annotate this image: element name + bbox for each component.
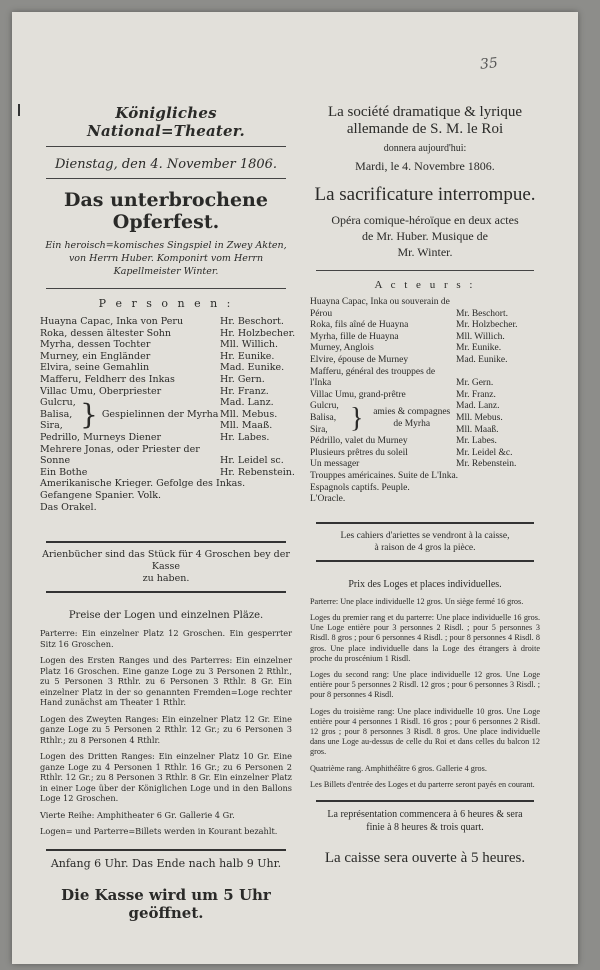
extras-fr: Trouppes américaines. Suite de L'Inka. Espagnols captifs. Peuple. L'Oracle. — [310, 470, 459, 505]
cast-row — [40, 466, 295, 479]
actor-name: Mr. Beschort. — [456, 308, 508, 319]
donnera-fr: donnera aujourd'hui: — [383, 143, 467, 154]
divider — [46, 541, 286, 543]
prices-heading-fr: Prix des Loges et places individuelles. — [348, 578, 502, 590]
cast-row — [310, 320, 540, 332]
group-description: Gespielinnen der Myrha — [101, 408, 219, 420]
times-de: Anfang 6 Uhr. Das Ende nach halb 9 Uhr. — [50, 856, 282, 870]
divider — [316, 560, 534, 562]
divider — [46, 178, 286, 179]
role-name: Pedrillo, Murneys Diener — [40, 431, 162, 443]
cast-list-fr — [310, 297, 540, 506]
divider — [46, 146, 286, 147]
actor-name: Mr. Franz. — [456, 389, 496, 400]
subtitle-de: Ein heroisch=komisches Singspiel in Zwey Akten, von Herrn Huber. Komponirt vom Herrn Kapellmeister Winter. — [45, 240, 287, 277]
group-names: Gulcru, Balisa, Sira, — [40, 397, 76, 432]
actor-name: Mr. Labes. — [456, 436, 497, 447]
actor-name: Hr. Holzbecher. — [220, 327, 296, 339]
libretto-notice-fr: Les cahiers d'ariettes se vendront à la caisse, à raison de 4 gros la pièce. — [340, 530, 510, 553]
price-entry: Logen des Ersten Ranges und des Parterres: Ein einzelner Platz 16 Groschen. Eine ganze Loge zu 3 Personen 2 Rthlr., zu 5 Personen 3 Rthlr. zu 6 Personen 3 Rthlr. 8 Gr. Ein einzelner Platz in der so genannten Fremden=Loge rechter Hand zunächst am Theater 1 Rthlr. — [40, 655, 292, 708]
date-de: Dienstag, den 4. November 1806. — [54, 157, 278, 172]
actor-name: Mad. Eunike. — [456, 354, 508, 365]
actor-name: Mr. Rebenstein. — [456, 459, 517, 470]
actor-name: Hr. Beschort. — [220, 316, 284, 327]
role-name: Elvire, épouse de Murney — [310, 354, 409, 365]
price-entry: Logen des Zweyten Ranges: Ein einzelner Platz 12 Gr. Eine ganze Loge zu 5 Personen 2 Rthlr. 12 Gr.; zu 6 Personen 3 Rthlr.; zu 8 Personen 4 Rthlr. — [40, 713, 292, 745]
group-description: amies & compagnes de Myrha — [373, 407, 451, 429]
price-entry: Loges du premier rang et du parterre: Une place individuelle 16 gros. Une Loge entière pour 3 personnes 2 Risdl. ; pour 5 personnes 3 Risdl. 8 gros ; pour 6 personnes 4 Risdl. ; pour 8 personnes 4 Risdl. 8 gros. Une place individuelle dans la Loge des étrangers à droite proche du proscénium 1 Risdl. — [310, 612, 540, 663]
role-name: Murney, Anglois — [310, 343, 374, 354]
date-fr: Mardi, le 4. Novembre 1806. — [355, 159, 495, 173]
title-fr: La sacrificature interrompue. — [314, 184, 536, 205]
actor-name: Hr. Gern. — [220, 373, 265, 385]
cast-row — [310, 390, 540, 402]
actor-name: Mr. Leidel &c. — [456, 447, 513, 458]
price-entry: Quatrième rang. Amphithéâtre 6 gros. Gallerie 4 gros. — [310, 763, 487, 773]
price-entry: Parterre: Une place individuelle 12 gros. Un siège fermé 16 gros. — [310, 596, 524, 606]
role-name: Un messager — [310, 459, 360, 470]
role-name: Huayna Capac, Inka ou souverain de Pérou — [310, 297, 450, 319]
cast-row — [310, 297, 540, 320]
role-name: Mehrere Jonas, oder Priester der Sonne — [40, 443, 200, 467]
role-name: Murney, ein Engländer — [40, 350, 151, 362]
libretto-notice-de: Arienbücher sind das Stück für 4 Groschen bey der Kasse zu haben. — [42, 549, 290, 585]
cast-row — [40, 339, 292, 351]
role-name: Myrha, dessen Tochter — [40, 339, 151, 351]
cast-row — [40, 351, 292, 363]
cast-row — [310, 355, 540, 367]
actor-name: Mr. Eunike. — [456, 343, 502, 354]
cast-heading-de: P e r s o n e n : — [98, 297, 234, 310]
divider — [46, 849, 286, 851]
cast-heading-fr: A c t e u r s : — [374, 279, 476, 291]
cast-row — [310, 367, 540, 390]
cast-list-de — [40, 316, 296, 513]
cast-row — [40, 444, 292, 467]
box-office-de: Die Kasse wird um 5 Uhr geöffnet. — [61, 885, 271, 922]
role-name: Mafferu, Feldherr des Inkas — [40, 373, 175, 385]
role-name: Roka, dessen ältester Sohn — [40, 327, 172, 339]
actor-name: Hr. Eunike. — [220, 350, 275, 362]
divider — [46, 591, 286, 593]
cast-row — [40, 362, 292, 374]
extras-de: Amerikanische Krieger. Gefolge des Inkas. Gefangene Spanier. Volk. Das Orakel. — [40, 478, 246, 513]
cast-row — [310, 332, 540, 344]
cast-row — [40, 432, 292, 444]
price-entry: Loges du troisième rang: Une place individuelle 10 gros. Une Loge entière pour 4 personnes 1 Risdl. 16 gros ; pour 6 personnes 2 Risdl. 12 gros ; pour 8 personnes 3 Risdl. 8 gros. Une place individuelle dans une Loge au-dessus de celle du Roi et dans celles du balcon 12 gros. — [310, 706, 540, 757]
role-name: Huayna Capac, Inka von Peru — [40, 316, 184, 327]
group-actors: Mad. Lanz. Mll. Mebus. Mll. Maaß. — [220, 397, 278, 432]
actor-name: Hr. Labes. — [220, 431, 270, 443]
role-name: Villac Umu, grand-prêtre — [310, 389, 406, 400]
role-name: Ein Bothe — [40, 466, 88, 478]
role-name: Villac Umu, Oberpriester — [40, 385, 162, 397]
french-column — [310, 104, 540, 867]
cast-row — [310, 448, 540, 460]
actor-name: Hr. Franz. — [220, 385, 269, 397]
theater-name-de: Königliches National=Theater. — [87, 104, 245, 140]
price-entry: Les Billets d'entrée des Loges et du parterre seront payés en courant. — [310, 779, 535, 789]
actor-name: Hr. Leidel sc. — [220, 455, 284, 467]
divider — [316, 522, 534, 524]
box-office-fr: La caisse sera ouverte à 5 heures. — [324, 849, 526, 866]
cast-row — [40, 316, 292, 328]
role-name: Pédrillo, valet du Murney — [310, 436, 408, 447]
role-name: Elvira, seine Gemahlin — [40, 362, 150, 374]
price-entry: Logen des Dritten Ranges: Ein einzelner Platz 10 Gr. Eine ganze Loge zu 4 Personen 1 Rthlr. 16 Gr.; zu 6 Personen 2 Rthlr. 12 Gr.; zu 8 Personen 3 Rthlr. 8 Gr. Ein einzelner Platz in einer Loge über der Königlichen Loge und in den Ballons Loge 12 Groschen. — [40, 751, 292, 804]
price-entry: Loges du second rang: Une place individuelle 12 gros. Une Loge entière pour 5 personnes 2 Risdl. 12 gros ; pour 6 personnes 3 Risdl. ; pour 8 personnes 4 Risdl. — [310, 669, 540, 700]
brace-glyph: } — [350, 402, 364, 434]
billets-note-de: Logen= und Parterre=Billets werden in Kourant bezahlt. — [40, 826, 278, 837]
cast-row — [310, 343, 540, 355]
divider — [46, 288, 286, 289]
title-de: Das unterbrochene Opferfest. — [64, 189, 268, 233]
role-name: Myrha, fille de Huayna — [310, 331, 399, 342]
cast-group — [40, 397, 292, 432]
group-actors: Mad. Lanz. Mll. Mebus. Mll. Maaß. — [456, 401, 503, 435]
price-entry: Vierte Reihe: Amphitheater 6 Gr. Gallerie 4 Gr. — [40, 809, 235, 820]
actor-name: Mll. Willich. — [456, 331, 505, 342]
margin-tick — [18, 104, 20, 116]
actor-name: Hr. Rebenstein. — [220, 466, 295, 478]
role-name: Roka, fils aîné de Huayna — [310, 320, 409, 331]
cast-row — [310, 459, 540, 471]
prices-heading-de: Preise der Logen und einzelnen Pläze. — [68, 610, 264, 622]
times-fr: La représentation commencera à 6 heures & sera finie à 8 heures & trois quart. — [327, 808, 523, 833]
subtitle-fr: Opéra comique-héroïque en deux actes de Mr. Huber. Musique de Mr. Winter. — [331, 213, 519, 259]
cast-row — [40, 374, 292, 386]
role-name: Mafferu, général des trouppes de l'Inka — [310, 366, 436, 389]
actor-name: Mad. Eunike. — [220, 362, 285, 374]
cast-row — [310, 436, 540, 448]
group-names: Gulcru, Balisa, Sira, — [310, 401, 339, 435]
cast-row — [40, 386, 292, 398]
role-name: Plusieurs prêtres du soleil — [310, 447, 408, 458]
page-number-mark: 35 — [479, 55, 499, 73]
actor-name: Mr. Holzbecher. — [456, 320, 518, 331]
theater-name-fr: La société dramatique & lyrique allemande de S. M. le Roi — [327, 104, 523, 137]
actor-name: Mll. Willich. — [220, 339, 279, 351]
price-entry: Parterre: Ein einzelner Platz 12 Groschen. Ein gesperrter Sitz 16 Groschen. — [40, 628, 292, 649]
brace-glyph: } — [80, 397, 98, 431]
playbill-sheet — [12, 12, 578, 964]
german-column — [40, 104, 296, 922]
divider — [316, 270, 534, 271]
divider — [316, 800, 534, 802]
cast-group — [310, 401, 540, 436]
actor-name: Mr. Gern. — [456, 378, 494, 389]
cast-row — [40, 327, 296, 340]
